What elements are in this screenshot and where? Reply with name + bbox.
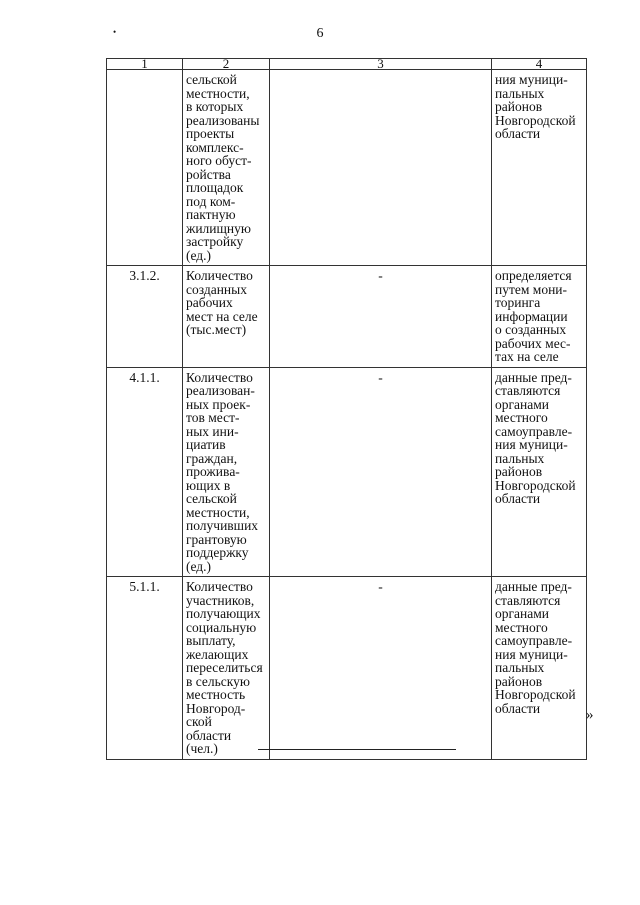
row-number <box>107 70 183 266</box>
header-col-1: 1 <box>107 59 183 70</box>
indicator-value: - <box>270 266 492 368</box>
row-number: 3.1.2. <box>107 266 183 368</box>
indicator-value: - <box>270 367 492 577</box>
table-row <box>107 70 587 266</box>
table-header-row <box>107 59 587 70</box>
table-row <box>107 266 587 368</box>
header-col-2: 2 <box>183 59 270 70</box>
indicator-name: Количество участников, получающих социальную выплату, желающих переселиться в сельскую местность Новгород- ской области (чел.) <box>183 577 270 760</box>
indicator-table <box>106 58 587 760</box>
closing-quote-mark: » <box>586 707 594 723</box>
end-rule-divider <box>258 749 456 750</box>
table-row <box>107 367 587 577</box>
row-number: 4.1.1. <box>107 367 183 577</box>
indicator-value <box>270 70 492 266</box>
indicator-value: - <box>270 577 492 760</box>
indicator-name: сельской местности, в которых реализованы проекты комплекс- ного обуст- ройства площадок под ком- пактную жилищную застройку (ед.) <box>183 70 270 266</box>
row-number: 5.1.1. <box>107 577 183 760</box>
data-source: ния муници- пальных районов Новгородской области <box>492 70 587 266</box>
indicator-name: Количество созданных рабочих мест на селе (тыс.мест) <box>183 266 270 368</box>
data-source: данные пред- ставляются органами местного самоуправле- ния муници- пальных районов Новгородской области <box>492 367 587 577</box>
data-source: данные пред- ставляются органами местного самоуправле- ния муници- пальных районов Новгородской области <box>492 577 587 760</box>
header-col-3: 3 <box>270 59 492 70</box>
table-row <box>107 577 587 760</box>
page-number: 6 <box>316 26 324 41</box>
corner-mark: • <box>113 27 117 37</box>
indicator-name: Количество реализован- ных проек- тов мест- ных ини- циатив граждан, проживa- ющих в сельской местности, получивших грантовую поддержку (ед.) <box>183 367 270 577</box>
data-source: определяется путем мони- торинга информации о созданных рабочих мес- тах на селе <box>492 266 587 368</box>
header-col-4: 4 <box>492 59 587 70</box>
